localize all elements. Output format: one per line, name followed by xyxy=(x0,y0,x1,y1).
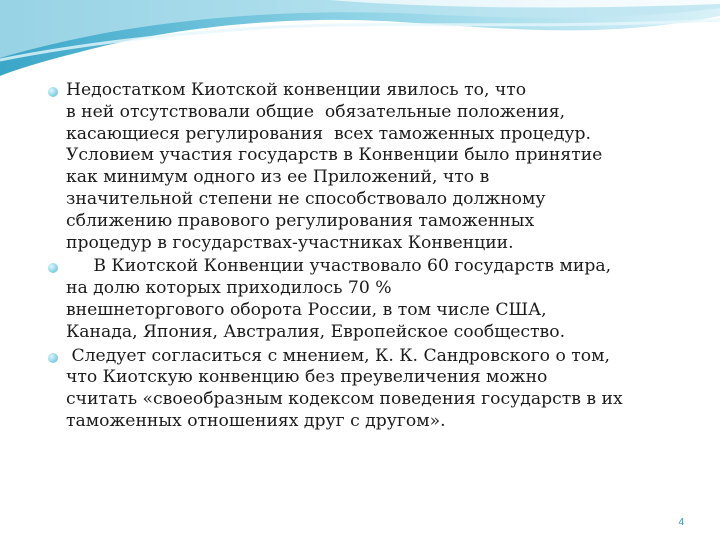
text-line: в ней отсутствовали общие обязательные положения, xyxy=(66,101,566,122)
text-line: что Киотскую конвенцию без преувеличения можно xyxy=(66,367,548,388)
bullet-item-3 xyxy=(48,346,688,433)
text-line: как минимум одного из ее Приложений, что в xyxy=(66,167,490,188)
bullet-icon xyxy=(48,87,58,97)
bullet-icon xyxy=(48,263,58,273)
bullet-list xyxy=(48,80,688,435)
text-line: сближению правового регулирования таможенных xyxy=(66,210,535,231)
text-line: считать «своеобразным кодексом поведения государств в их xyxy=(66,389,623,410)
text-line: значительной степени не способствовало должному xyxy=(66,188,546,209)
text-line: Недостатком Киотской конвенции явилось то, что xyxy=(66,80,527,100)
text-line: внешнеторгового оборота России, в том числе США, xyxy=(66,299,547,320)
bullet-text xyxy=(66,256,688,343)
text-line: Условием участия государств в Конвенции было принятие xyxy=(66,145,603,166)
header-wave-decoration xyxy=(0,0,720,80)
bullet-item-2 xyxy=(48,256,688,343)
text-line: касающиеся регулирования всех таможенных процедур. xyxy=(66,123,592,144)
bullet-text xyxy=(66,80,688,254)
text-line: таможенных отношениях друг с другом». xyxy=(66,410,446,431)
bullet-item-1 xyxy=(48,80,688,254)
page-number: 4 xyxy=(678,517,684,528)
text-line: процедур в государствах-участниках Конвенции. xyxy=(66,232,514,253)
text-line: на долю которых приходилось 70 % xyxy=(66,278,392,299)
text-line: Следует согласиться с мнением, К. К. Сандровского о том, xyxy=(66,345,610,366)
text-line: В Киотской Конвенции участвовало 60 государств мира, xyxy=(66,256,612,277)
bullet-text xyxy=(66,346,688,433)
bullet-icon xyxy=(48,353,58,363)
text-line: Канада, Япония, Австралия, Европейское сообщество. xyxy=(66,321,566,342)
